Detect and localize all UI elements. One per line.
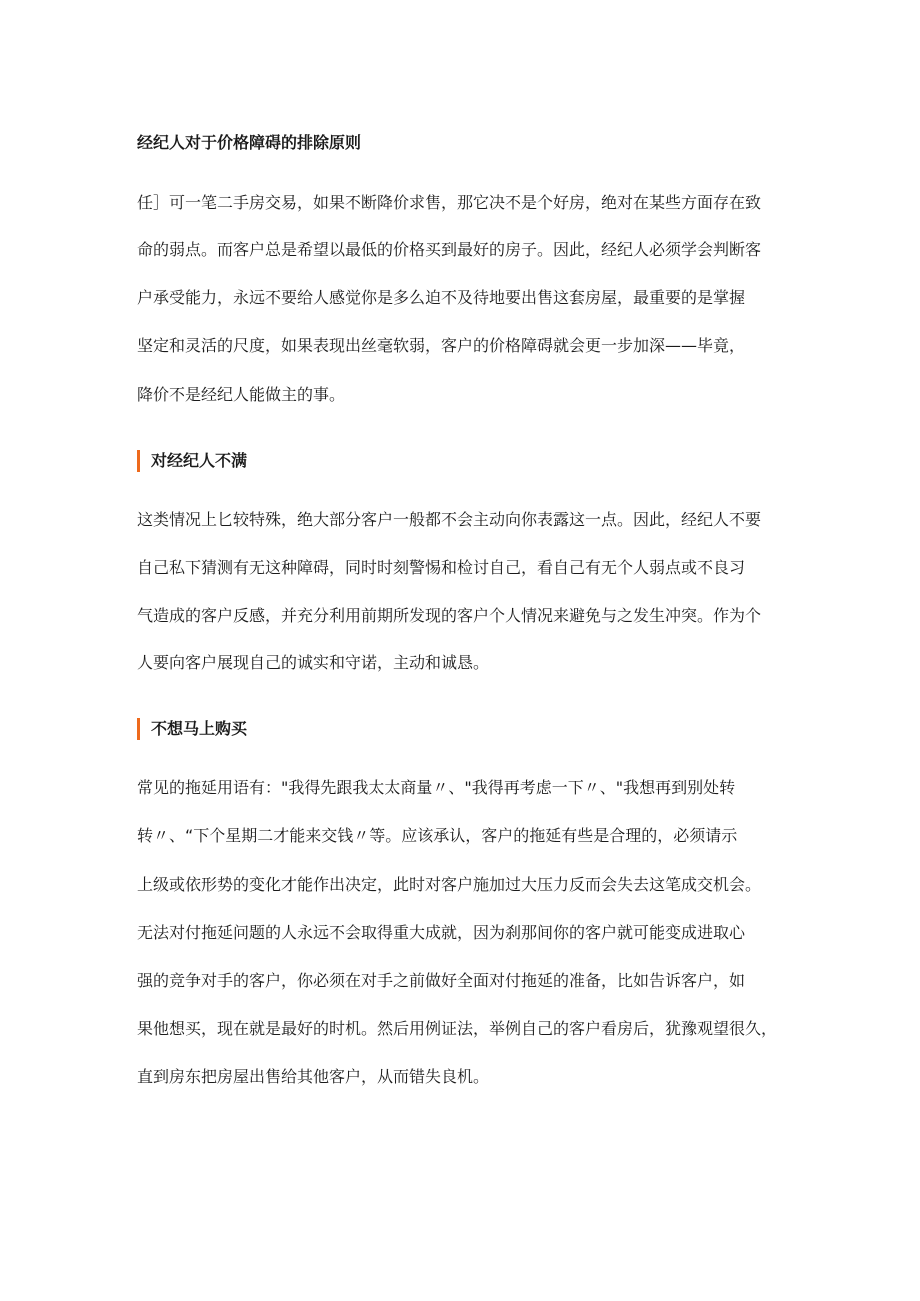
document-title: 经纪人对于价格障碍的排除原则 bbox=[137, 133, 362, 152]
section-line: 果他想买，现在就是最好的时机。然后用例证法，举例自己的客户看房后，犹豫观望很久， bbox=[137, 1019, 778, 1038]
intro-line: 降价不是经纪人能做主的事。 bbox=[137, 385, 346, 404]
section-heading bbox=[137, 449, 247, 473]
section-line: 上级或依形势的变化才能作出决定，此时对客户施加过大压力反而会失去这笔成交机会。 bbox=[137, 875, 762, 894]
section-line: 气造成的客户反感，并充分利用前期所发现的客户个人情况来避免与之发生冲突。作为个 bbox=[137, 606, 762, 625]
intro-line: 户承受能力，永远不要给人感觉你是多么迫不及待地要出售这套房屋，最重要的是掌握 bbox=[137, 288, 746, 307]
section-heading-text: 不想马上购买 bbox=[151, 719, 248, 738]
heading-accent-bar bbox=[137, 450, 140, 472]
section-line: 这类情况上匕较特殊，绝大部分客户一般都不会主动向你表露这一点。因此，经纪人不要 bbox=[137, 510, 762, 529]
section-heading bbox=[137, 717, 247, 741]
section-line: 无法对付拖延问题的人永远不会取得重大成就，因为刹那间你的客户就可能变成进取心 bbox=[137, 923, 746, 942]
section-line: 自己私下猜测有无这种障碍，同时时刻警惕和检讨自己，看自己有无个人弱点或不良习 bbox=[137, 558, 746, 577]
heading-accent-bar bbox=[137, 718, 140, 740]
section-line: 直到房东把房屋出售给其他客户，从而错失良机。 bbox=[137, 1067, 490, 1086]
section-line: 常见的拖延用语有："我得先跟我太太商量〃、"我得再考虑一下〃、"我想再到别处转 bbox=[137, 778, 736, 797]
section-line: 转〃、“下个星期二才能来交钱〃等。应该承认，客户的拖延有些是合理的，必须请示 bbox=[137, 826, 738, 845]
section-heading-text: 对经纪人不满 bbox=[151, 451, 248, 470]
intro-line: 坚定和灵活的尺度，如果表现出丝毫软弱，客户的价格障碍就会更一步加深——毕竟， bbox=[137, 336, 746, 355]
section-line: 强的竞争对手的客户，你必须在对手之前做好全面对付拖延的准备，比如告诉客户，如 bbox=[137, 971, 746, 990]
intro-line: 任］可一笔二手房交易，如果不断降价求售，那它决不是个好房，绝对在某些方面存在致 bbox=[137, 193, 762, 212]
section-line: 人要向客户展现自己的诚实和守诺，主动和诚恳。 bbox=[137, 653, 490, 672]
intro-line: 命的弱点。而客户总是希望以最低的价格买到最好的房子。因此，经纪人必须学会判断客 bbox=[137, 240, 762, 259]
